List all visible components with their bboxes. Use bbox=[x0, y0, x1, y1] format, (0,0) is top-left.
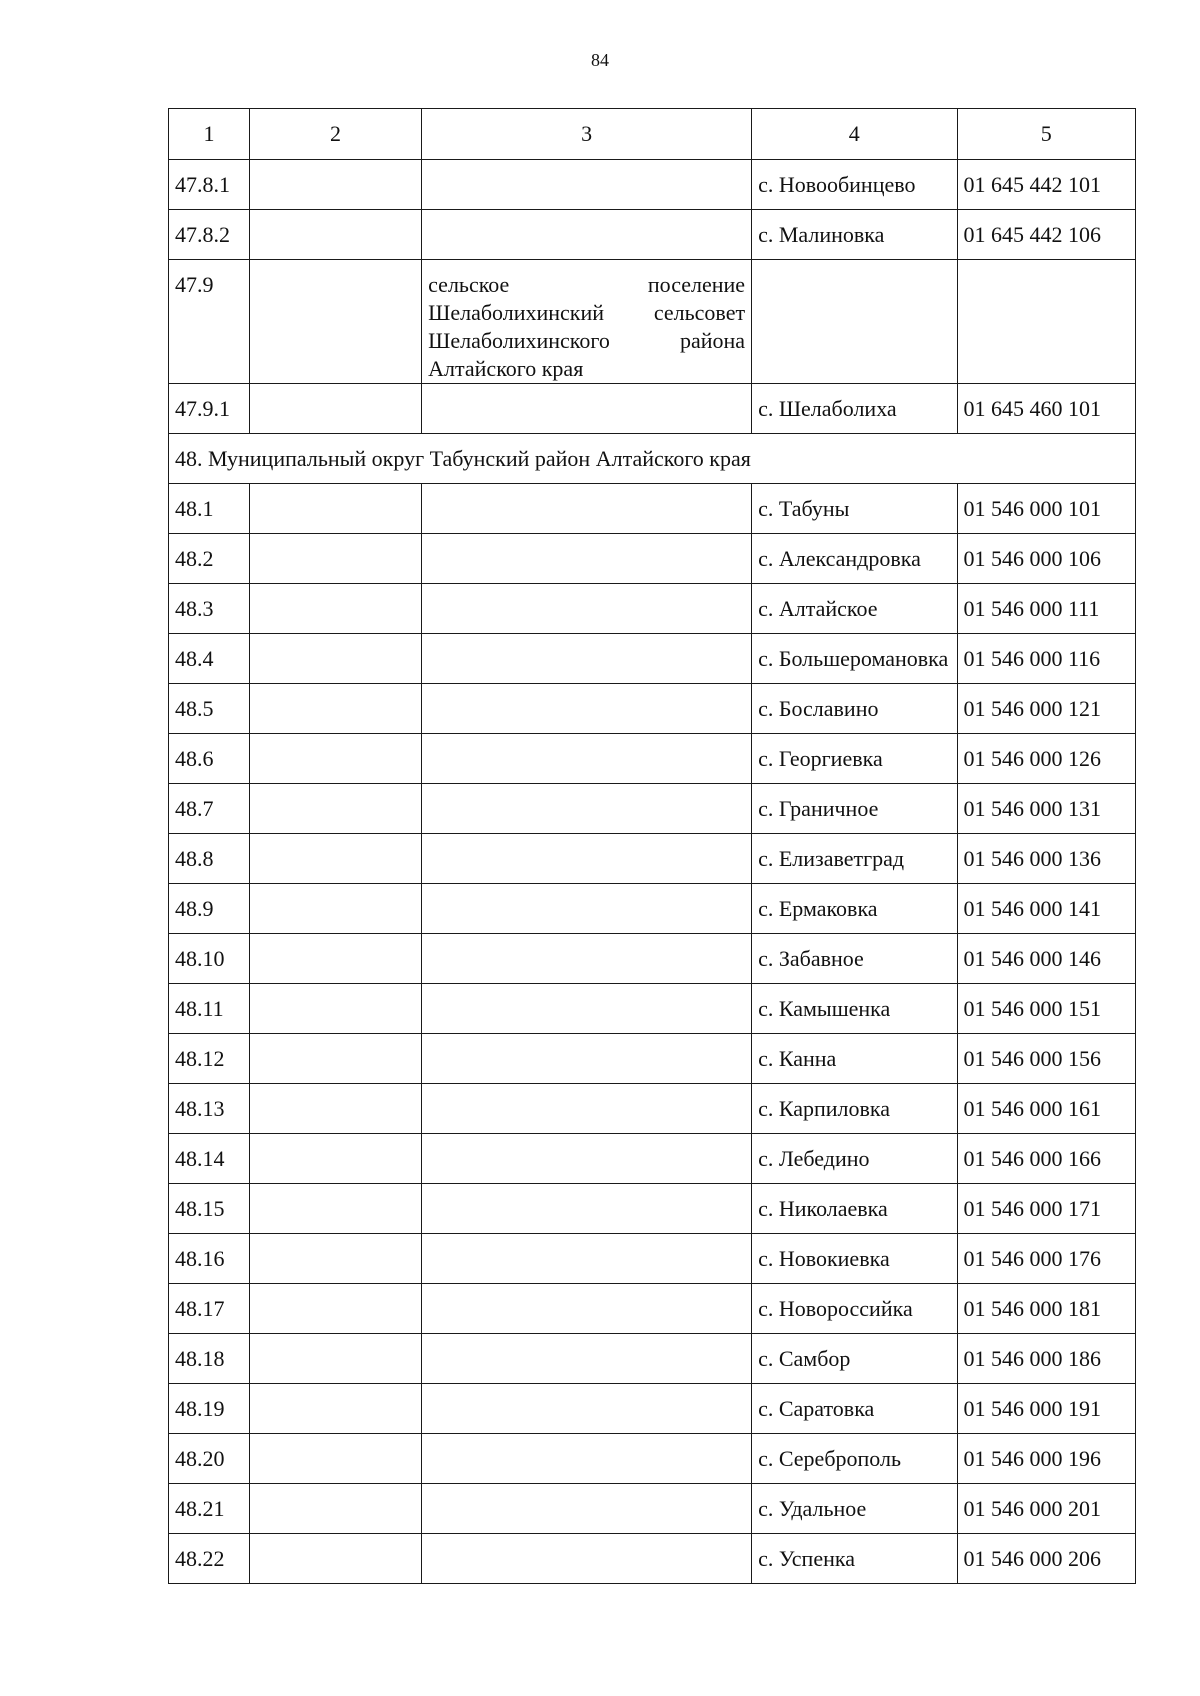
table-row bbox=[169, 734, 1136, 784]
cell-c4: с. Граничное bbox=[752, 784, 957, 834]
cell-c5: 01 546 000 126 bbox=[957, 734, 1136, 784]
cell-c4: с. Ермаковка bbox=[752, 884, 957, 934]
cell-c5: 01 546 000 121 bbox=[957, 684, 1136, 734]
cell-c2 bbox=[249, 1084, 421, 1134]
cell-c5: 01 546 000 131 bbox=[957, 784, 1136, 834]
table-row bbox=[169, 1184, 1136, 1234]
cell-c1: 47.9.1 bbox=[169, 384, 250, 434]
column-header-3: 3 bbox=[422, 109, 752, 160]
cell-c4: с. Алтайское bbox=[752, 584, 957, 634]
cell-c2 bbox=[249, 484, 421, 534]
cell-c3 bbox=[422, 384, 752, 434]
cell-c5: 01 645 460 101 bbox=[957, 384, 1136, 434]
table-row bbox=[169, 384, 1136, 434]
table-row bbox=[169, 1484, 1136, 1534]
cell-c2 bbox=[249, 1184, 421, 1234]
cell-c5: 01 546 000 136 bbox=[957, 834, 1136, 884]
cell-c3 bbox=[422, 1484, 752, 1534]
cell-c1: 48.21 bbox=[169, 1484, 250, 1534]
settlements-table bbox=[168, 108, 1136, 1584]
cell-c5: 01 546 000 176 bbox=[957, 1234, 1136, 1284]
table-row bbox=[169, 484, 1136, 534]
cell-c4: с. Саратовка bbox=[752, 1384, 957, 1434]
cell-c3 bbox=[422, 984, 752, 1034]
column-header-5: 5 bbox=[957, 109, 1136, 160]
cell-c4: с. Новообинцево bbox=[752, 160, 957, 210]
cell-c2 bbox=[249, 834, 421, 884]
cell-c5: 01 546 000 196 bbox=[957, 1434, 1136, 1484]
cell-c5: 01 546 000 206 bbox=[957, 1534, 1136, 1584]
table-row bbox=[169, 210, 1136, 260]
cell-c1: 48.14 bbox=[169, 1134, 250, 1184]
cell-c1: 48.8 bbox=[169, 834, 250, 884]
cell-c2 bbox=[249, 784, 421, 834]
cell-c3 bbox=[422, 1184, 752, 1234]
cell-c3 bbox=[422, 1134, 752, 1184]
cell-c5 bbox=[957, 260, 1136, 384]
cell-c1: 48.10 bbox=[169, 934, 250, 984]
cell-c3: сельское поселение Шелаболихинский сельсовет Шелаболихинского района Алтайского края bbox=[422, 260, 752, 384]
cell-c3 bbox=[422, 584, 752, 634]
cell-c3 bbox=[422, 1084, 752, 1134]
cell-c4: с. Удальное bbox=[752, 1484, 957, 1534]
cell-c5: 01 546 000 161 bbox=[957, 1084, 1136, 1134]
table-row bbox=[169, 834, 1136, 884]
cell-c2 bbox=[249, 534, 421, 584]
cell-c3 bbox=[422, 734, 752, 784]
cell-c3 bbox=[422, 210, 752, 260]
cell-c1: 48.11 bbox=[169, 984, 250, 1034]
cell-c4: с. Успенка bbox=[752, 1534, 957, 1584]
table-row bbox=[169, 684, 1136, 734]
cell-c1: 48.22 bbox=[169, 1534, 250, 1584]
cell-c2 bbox=[249, 1334, 421, 1384]
cell-c3 bbox=[422, 884, 752, 934]
cell-c3 bbox=[422, 634, 752, 684]
cell-c2 bbox=[249, 884, 421, 934]
cell-c1: 48.20 bbox=[169, 1434, 250, 1484]
cell-c5: 01 546 000 201 bbox=[957, 1484, 1136, 1534]
cell-c5: 01 546 000 151 bbox=[957, 984, 1136, 1034]
cell-c5: 01 546 000 156 bbox=[957, 1034, 1136, 1084]
cell-c2 bbox=[249, 1284, 421, 1334]
cell-c3 bbox=[422, 534, 752, 584]
table-row bbox=[169, 1234, 1136, 1284]
cell-c1: 48.1 bbox=[169, 484, 250, 534]
cell-c2 bbox=[249, 934, 421, 984]
cell-c4: с. Георгиевка bbox=[752, 734, 957, 784]
table-row bbox=[169, 934, 1136, 984]
cell-c4: с. Александровка bbox=[752, 534, 957, 584]
cell-c5: 01 546 000 116 bbox=[957, 634, 1136, 684]
cell-c5: 01 546 000 141 bbox=[957, 884, 1136, 934]
cell-c4: с. Сереброполь bbox=[752, 1434, 957, 1484]
cell-c5: 01 546 000 166 bbox=[957, 1134, 1136, 1184]
cell-c2 bbox=[249, 634, 421, 684]
cell-c4: с. Табуны bbox=[752, 484, 957, 534]
cell-c5: 01 546 000 171 bbox=[957, 1184, 1136, 1234]
cell-c3 bbox=[422, 1234, 752, 1284]
cell-c4: с. Карпиловка bbox=[752, 1084, 957, 1134]
table-row bbox=[169, 260, 1136, 384]
table-row bbox=[169, 784, 1136, 834]
cell-c2 bbox=[249, 1234, 421, 1284]
cell-c1: 48.15 bbox=[169, 1184, 250, 1234]
table-row bbox=[169, 884, 1136, 934]
cell-c2 bbox=[249, 1534, 421, 1584]
table-row bbox=[169, 1384, 1136, 1434]
cell-c3 bbox=[422, 1534, 752, 1584]
cell-c1: 48.5 bbox=[169, 684, 250, 734]
cell-c1: 48.2 bbox=[169, 534, 250, 584]
cell-c2 bbox=[249, 384, 421, 434]
cell-c4: с. Бославино bbox=[752, 684, 957, 734]
table-row bbox=[169, 634, 1136, 684]
cell-c3 bbox=[422, 934, 752, 984]
column-header-1: 1 bbox=[169, 109, 250, 160]
cell-c3 bbox=[422, 1284, 752, 1334]
table-row bbox=[169, 1084, 1136, 1134]
cell-c3 bbox=[422, 1034, 752, 1084]
cell-c2 bbox=[249, 584, 421, 634]
cell-c5: 01 546 000 106 bbox=[957, 534, 1136, 584]
cell-c1: 48.17 bbox=[169, 1284, 250, 1334]
cell-c1: 48.7 bbox=[169, 784, 250, 834]
cell-c1: 48.9 bbox=[169, 884, 250, 934]
cell-c3 bbox=[422, 1434, 752, 1484]
cell-c4: с. Самбор bbox=[752, 1334, 957, 1384]
table-row bbox=[169, 584, 1136, 634]
table-row bbox=[169, 1434, 1136, 1484]
cell-c2 bbox=[249, 210, 421, 260]
cell-c5: 01 645 442 106 bbox=[957, 210, 1136, 260]
cell-c5: 01 546 000 191 bbox=[957, 1384, 1136, 1434]
table-header-row bbox=[169, 109, 1136, 160]
table-row bbox=[169, 534, 1136, 584]
column-header-4: 4 bbox=[752, 109, 957, 160]
cell-c4: с. Новороссийка bbox=[752, 1284, 957, 1334]
table-row bbox=[169, 1134, 1136, 1184]
cell-c3 bbox=[422, 484, 752, 534]
cell-c4: с. Шелаболиха bbox=[752, 384, 957, 434]
cell-c5: 01 546 000 181 bbox=[957, 1284, 1136, 1334]
cell-c2 bbox=[249, 984, 421, 1034]
cell-c5: 01 546 000 146 bbox=[957, 934, 1136, 984]
cell-c2 bbox=[249, 1384, 421, 1434]
cell-c2 bbox=[249, 1134, 421, 1184]
cell-c3 bbox=[422, 1334, 752, 1384]
cell-c5: 01 546 000 186 bbox=[957, 1334, 1136, 1384]
cell-c1: 48.3 bbox=[169, 584, 250, 634]
column-header-2: 2 bbox=[249, 109, 421, 160]
cell-c4 bbox=[752, 260, 957, 384]
table-row bbox=[169, 1284, 1136, 1334]
cell-c4: с. Малиновка bbox=[752, 210, 957, 260]
cell-c4: с. Большеромановка bbox=[752, 634, 957, 684]
cell-c1: 47.8.1 bbox=[169, 160, 250, 210]
cell-c3 bbox=[422, 684, 752, 734]
cell-c1: 48.13 bbox=[169, 1084, 250, 1134]
cell-c4: с. Елизаветград bbox=[752, 834, 957, 884]
table-row bbox=[169, 1534, 1136, 1584]
cell-c4: с. Новокиевка bbox=[752, 1234, 957, 1284]
cell-c2 bbox=[249, 1434, 421, 1484]
cell-c4: с. Лебедино bbox=[752, 1134, 957, 1184]
cell-c5: 01 546 000 101 bbox=[957, 484, 1136, 534]
cell-c1: 47.9 bbox=[169, 260, 250, 384]
cell-c1: 48.4 bbox=[169, 634, 250, 684]
table-row bbox=[169, 984, 1136, 1034]
section-title: 48. Муниципальный округ Табунский район Алтайского края bbox=[169, 434, 1136, 484]
table-body bbox=[169, 109, 1136, 1584]
cell-c5: 01 645 442 101 bbox=[957, 160, 1136, 210]
cell-c2 bbox=[249, 160, 421, 210]
cell-c2 bbox=[249, 1484, 421, 1534]
cell-c3 bbox=[422, 160, 752, 210]
cell-c1: 47.8.2 bbox=[169, 210, 250, 260]
cell-c2 bbox=[249, 734, 421, 784]
section-row bbox=[169, 434, 1136, 484]
cell-c1: 48.19 bbox=[169, 1384, 250, 1434]
cell-c1: 48.16 bbox=[169, 1234, 250, 1284]
cell-c4: с. Забавное bbox=[752, 934, 957, 984]
cell-c1: 48.18 bbox=[169, 1334, 250, 1384]
table-row bbox=[169, 1334, 1136, 1384]
cell-c1: 48.6 bbox=[169, 734, 250, 784]
cell-c3 bbox=[422, 784, 752, 834]
cell-c3 bbox=[422, 834, 752, 884]
table-row bbox=[169, 160, 1136, 210]
cell-c4: с. Камышенка bbox=[752, 984, 957, 1034]
cell-c5: 01 546 000 111 bbox=[957, 584, 1136, 634]
cell-c4: с. Канна bbox=[752, 1034, 957, 1084]
cell-c2 bbox=[249, 684, 421, 734]
cell-c2 bbox=[249, 1034, 421, 1084]
page-number: 84 bbox=[591, 50, 609, 70]
cell-c4: с. Николаевка bbox=[752, 1184, 957, 1234]
cell-c1: 48.12 bbox=[169, 1034, 250, 1084]
cell-c3 bbox=[422, 1384, 752, 1434]
cell-c2 bbox=[249, 260, 421, 384]
table-row bbox=[169, 1034, 1136, 1084]
